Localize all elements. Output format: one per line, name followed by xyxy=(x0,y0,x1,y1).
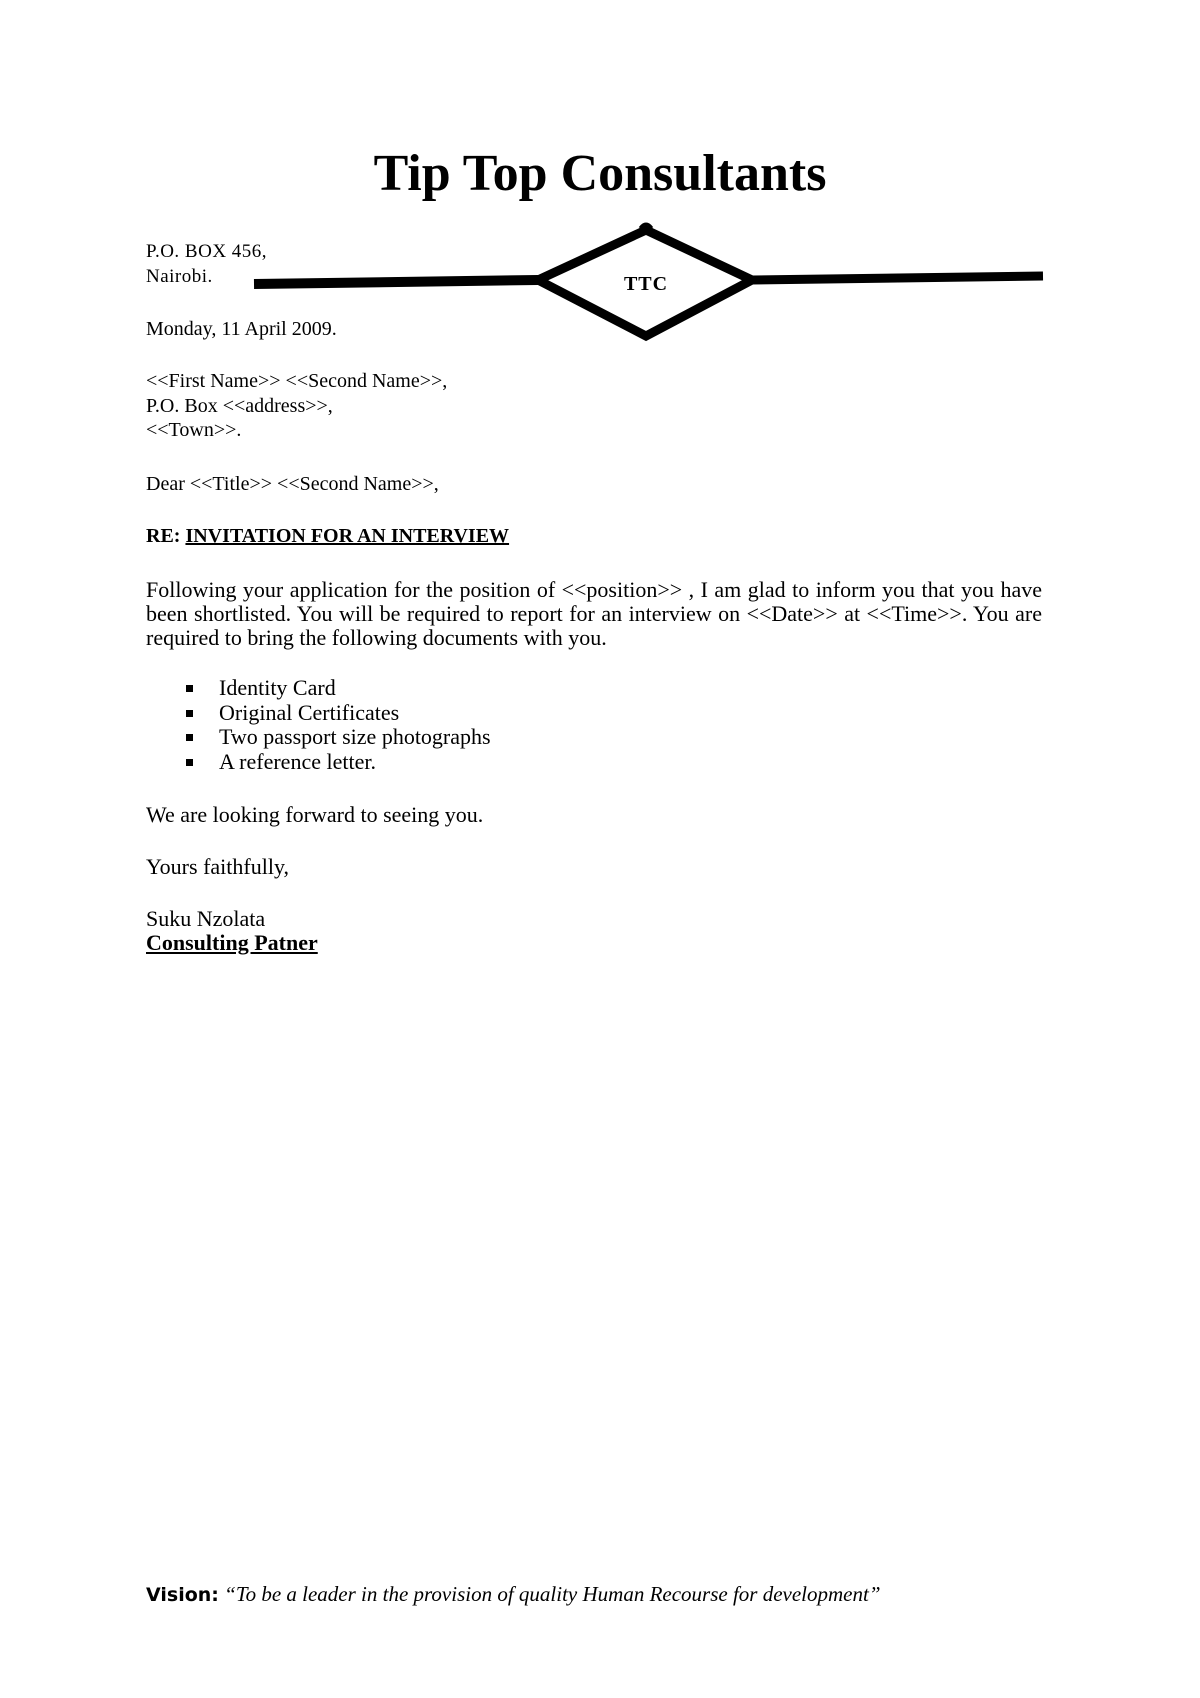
subject-text: INVITATION FOR AN INTERVIEW xyxy=(185,525,510,547)
vision-label: Vision: xyxy=(146,1584,219,1606)
documents-list xyxy=(146,676,491,774)
letterhead-rule-right xyxy=(752,276,1043,280)
bullet-icon xyxy=(186,734,193,741)
logo-text: TTC xyxy=(623,273,669,295)
body-paragraph: Following your application for the position of <<position>> , I am glad to inform you that you have been shortlisted. You will be required to report for an interview on <<Date>> at <<Time>>. You are required to bring the following documents with you. xyxy=(146,577,1042,650)
sign-off: Yours faithfully, xyxy=(146,854,290,879)
sender-address-town: Nairobi. xyxy=(146,266,213,287)
company-name: Tip Top Consultants xyxy=(373,145,827,202)
salutation: Dear <<Title>> <<Second Name>>, xyxy=(146,473,439,495)
list-item-text: A reference letter. xyxy=(219,748,376,774)
bullet-icon xyxy=(186,685,193,692)
subject-line xyxy=(146,524,509,548)
list-item xyxy=(146,676,491,701)
signatory-role: Consulting Patner xyxy=(146,930,318,955)
closing-line: We are looking forward to seeing you. xyxy=(146,802,484,827)
bullet-icon xyxy=(186,759,193,766)
list-item-text: Original Certificates xyxy=(219,699,400,725)
vision-statement xyxy=(146,1580,881,1609)
list-item xyxy=(146,701,491,726)
letterhead-rule-left xyxy=(254,280,538,284)
letterhead-logo xyxy=(0,0,1200,360)
list-item xyxy=(146,750,491,775)
list-item xyxy=(146,725,491,750)
recipient-town: <<Town>>. xyxy=(146,419,242,441)
letter-date: Monday, 11 April 2009. xyxy=(146,318,337,340)
bullet-icon xyxy=(186,710,193,717)
signatory-name: Suku Nzolata xyxy=(146,906,266,931)
sender-address-box: P.O. BOX 456, xyxy=(146,241,268,262)
subject-prefix: RE: xyxy=(146,525,181,547)
recipient-box: P.O. Box <<address>>, xyxy=(146,395,333,417)
vision-text: “To be a leader in the provision of quality Human Recourse for development” xyxy=(224,1582,881,1606)
list-item-text: Two passport size photographs xyxy=(219,724,491,749)
recipient-name: <<First Name>> <<Second Name>>, xyxy=(146,370,448,392)
list-item-text: Identity Card xyxy=(219,675,336,700)
